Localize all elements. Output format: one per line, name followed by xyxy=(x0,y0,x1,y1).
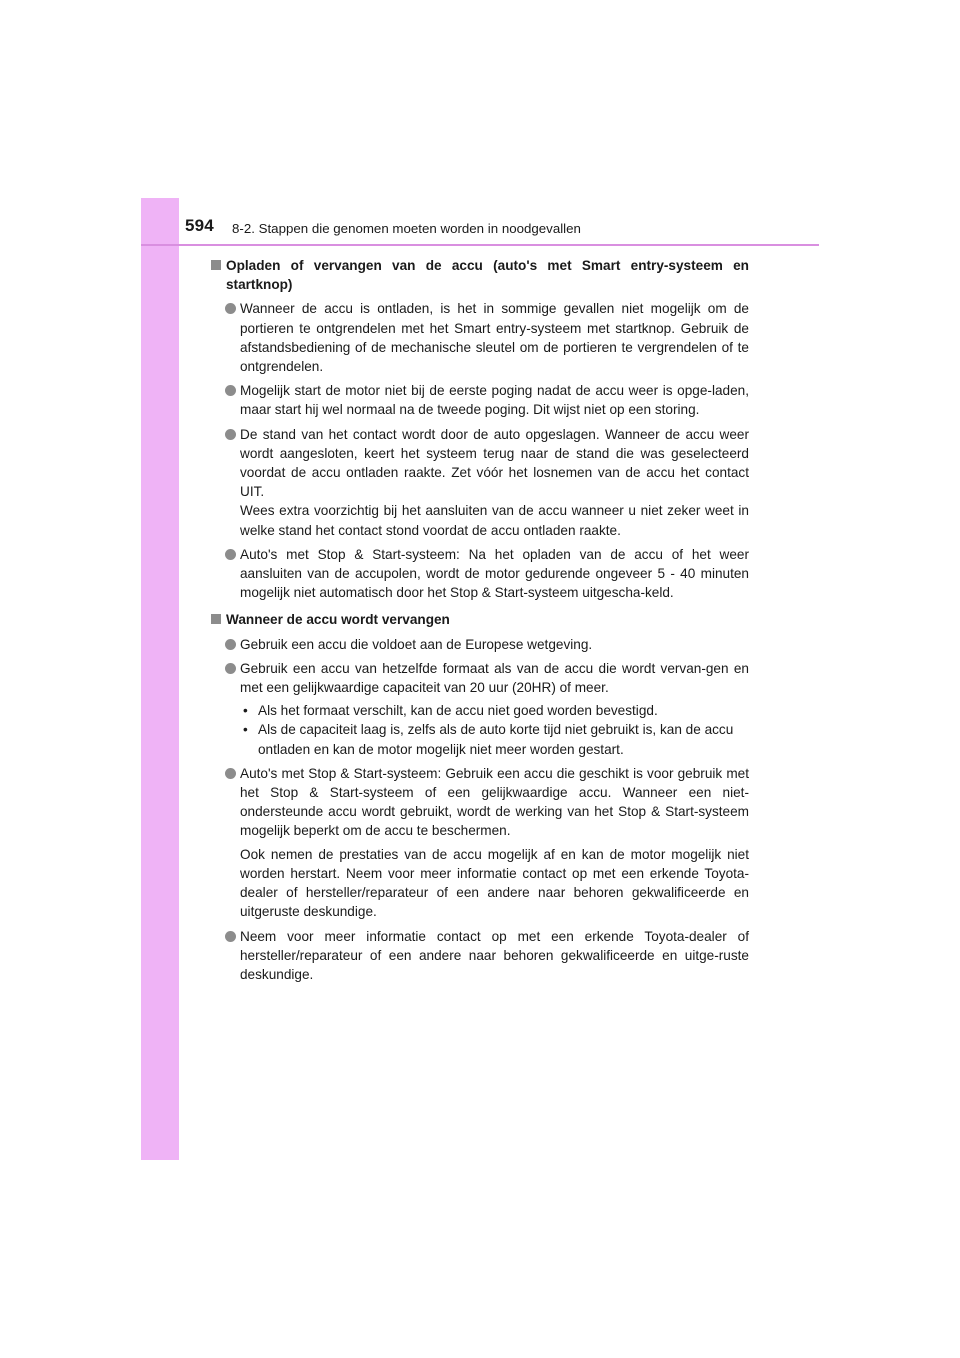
page-content xyxy=(211,252,749,984)
section-title: 8-2. Stappen die genomen moeten worden in noodgevallen xyxy=(232,221,581,236)
bullet-dot-icon: • xyxy=(243,722,248,738)
circle-bullet-icon xyxy=(225,931,236,942)
circle-bullet-icon xyxy=(225,385,236,396)
paragraph: Ook nemen de prestaties van de accu mogelijk af en kan de motor mogelijk niet worden herstart. Neem voor meer informatie contact op met een erkende Toyota-dealer of hersteller/reparateur of een andere naar behoren gekwalificeerde en uitgeruste deskundige. xyxy=(240,846,749,920)
sub-list-item: • Als het formaat verschilt, kan de accu niet goed worden bevestigd. xyxy=(240,701,749,720)
circle-bullet-icon xyxy=(225,768,236,779)
circle-bullet-icon xyxy=(225,429,236,440)
square-bullet-icon xyxy=(211,614,221,624)
square-bullet-icon xyxy=(211,260,221,270)
circle-bullet-icon xyxy=(225,303,236,314)
bullet-dot-icon: • xyxy=(243,703,248,719)
circle-bullet-icon xyxy=(225,549,236,560)
circle-bullet-icon xyxy=(225,663,236,674)
list-item: Auto's met Stop & Start-systeem: Gebruik een accu die geschikt is voor gebruik met het Stop & Start-systeem of een gelijkwaardige accu. Wanneer een niet-ondersteunde accu wordt gebruikt, wordt de werking van het Stop & Start-systeem mogelijk beperkt om de accu te beschermen. xyxy=(211,764,749,841)
circle-bullet-icon xyxy=(225,639,236,650)
list-item: Wanneer de accu is ontladen, is het in sommige gevallen niet mogelijk om de portieren te ontgrendelen met het Smart entry-systeem met startknop. Gebruik de afstandsbediening of de mechanische sleutel om de portieren te vergrendelen of te ontgrendelen. xyxy=(211,299,749,376)
sub-list xyxy=(211,701,749,759)
list-item: De stand van het contact wordt door de auto opgeslagen. Wanneer de accu weer wordt aangesloten, keert het systeem terug naar de stand die was geselecteerd voordat de accu ontladen raakte. Zet vóór het losnemen van de accu het contact UIT. Wees extra voorzichtig bij het aansluiten van de accu wanneer u niet zeker weet in welke stand het contact stond voordat de accu ontladen raakte. xyxy=(211,425,749,540)
list-item: Gebruik een accu van hetzelfde formaat als van de accu die wordt vervan-gen en met een gelijkwaardige capaciteit van 20 uur (20HR) of meer. xyxy=(211,659,749,697)
sub-list-item: • Als de capaciteit laag is, zelfs als de auto korte tijd niet gebruikt is, kan de accu ontladen en kan de motor mogelijk niet meer worden gestart. xyxy=(243,722,734,757)
header-divider xyxy=(141,244,819,246)
list-item: Mogelijk start de motor niet bij de eerste poging nadat de accu weer is opge-laden, maar start hij wel normaal na de tweede poging. Dit wijst niet op een storing. xyxy=(211,381,749,419)
list-item: Auto's met Stop & Start-systeem: Na het opladen van de accu of het weer aansluiten van de accupolen, wordt de motor gedurende ongeveer 5 - 40 minuten mogelijk niet automatisch door het Stop & Start-systeem uitgescha-keld. xyxy=(211,545,749,603)
list-item: Neem voor meer informatie contact op met een erkende Toyota-dealer of hersteller/reparateur of een andere naar behoren gekwalificeerde en uitge-ruste deskundige. xyxy=(211,927,749,985)
list-item: Gebruik een accu die voldoet aan de Europese wetgeving. xyxy=(211,635,749,654)
side-tab-bar xyxy=(141,198,179,1160)
page-number: 594 xyxy=(185,216,214,235)
section-heading: Wanneer de accu wordt vervangen xyxy=(211,610,749,629)
section-heading: Opladen of vervangen van de accu (auto's met Smart entry-systeem en startknop) xyxy=(211,256,749,294)
